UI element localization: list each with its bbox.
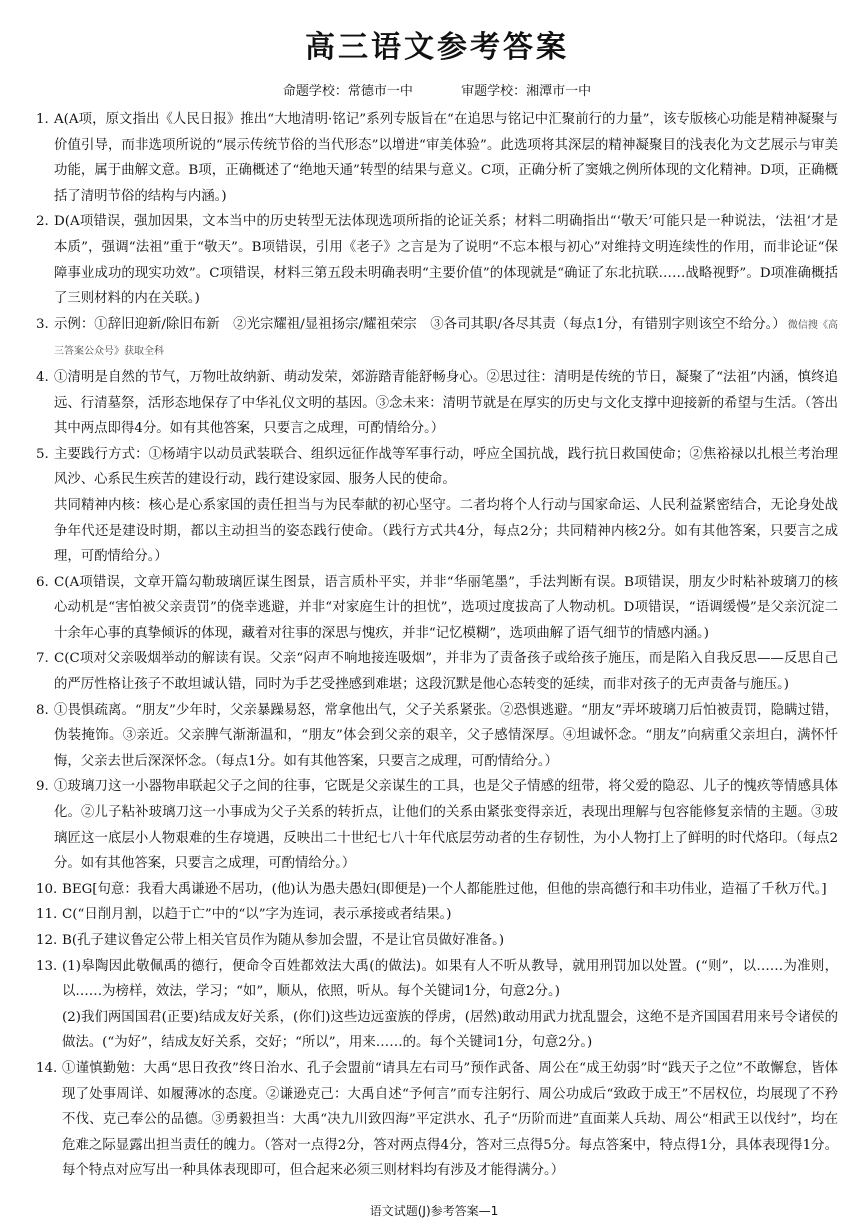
answer-body bbox=[54, 312, 838, 365]
answer-number: 9. bbox=[36, 779, 49, 795]
answer-number: 7. bbox=[36, 651, 49, 667]
answer-item bbox=[36, 209, 838, 311]
answer-paragraph bbox=[62, 877, 827, 903]
answer-text: 示例：①辞旧迎新/除旧布新 ②光宗耀祖/显祖扬宗/耀祖荣宗 ③各司其职/各尽其责（每点1分，有错别字则该空不给分。） bbox=[54, 316, 786, 332]
answer-paragraph bbox=[62, 902, 452, 928]
answer-text: (1)皋陶因此敬佩禹的德行，便命令百姓都效法大禹(的做法)。如果有人不听从教导，就用刑罚加以处置。(“则”，以……为准则，以……为榜样，效法，学习；“如”，顺从，依照，听从。每个关键词1分，句意2分。) bbox=[62, 958, 838, 1000]
answer-paragraph bbox=[62, 1005, 838, 1056]
answer-body bbox=[54, 442, 838, 570]
answer-body bbox=[54, 570, 838, 647]
answer-paragraph bbox=[62, 928, 504, 954]
answer-text: C(“日削月割，以趋于亡”中的“以”字为连词，表示承接或者结果。) bbox=[62, 907, 452, 923]
answer-body bbox=[62, 928, 504, 954]
answer-number: 4. bbox=[36, 369, 49, 385]
answer-body bbox=[62, 1056, 838, 1184]
answer-item bbox=[36, 877, 838, 903]
answer-paragraph bbox=[54, 442, 838, 493]
answer-number: 10. bbox=[36, 881, 58, 897]
answer-paragraph bbox=[54, 570, 838, 647]
answer-number: 11. bbox=[36, 907, 58, 923]
answer-number: 5. bbox=[36, 446, 49, 462]
answer-paragraph bbox=[62, 954, 838, 1005]
answer-number: 8. bbox=[36, 702, 49, 718]
answer-number: 6. bbox=[36, 574, 49, 590]
answer-body bbox=[54, 646, 838, 697]
answer-body bbox=[54, 107, 838, 209]
answer-number: 14. bbox=[36, 1060, 58, 1076]
answer-item bbox=[36, 442, 838, 570]
answer-item bbox=[36, 312, 838, 365]
answer-item bbox=[36, 902, 838, 928]
answer-paragraph bbox=[54, 209, 838, 311]
answer-number: 1. bbox=[36, 112, 49, 127]
answer-number: 2. bbox=[36, 214, 49, 230]
answer-item bbox=[36, 954, 838, 1056]
proposer-school: 命题学校：常德市一中 bbox=[282, 84, 413, 99]
answer-body bbox=[54, 774, 838, 876]
school-info bbox=[36, 80, 838, 99]
answer-paragraph bbox=[54, 365, 838, 442]
answer-text: A(A项，原文指出《人民日报》推出“大地清明·铭记”系列专版旨在“在追思与铭记中汇聚前行的力量”，该专版核心功能是精神凝聚与价值引导，而非选项所说的“展示传统节俗的当代形态”以增进“审美体验”。此选项将其深层的精神凝聚目的浅表化为文艺展示与审美功能，属于曲解文意。B项，正确概述了“绝地天通”转型的结果与意义。C项，正确分析了窦娥之例所体现的文化精神。D项，正确概括了清明节俗的结构与内涵。) bbox=[54, 112, 838, 204]
answer-paragraph bbox=[54, 646, 838, 697]
answer-text: BEG[句意：我看大禹谦逊不居功，(他)认为愚夫愚妇(即便是)一个人都能胜过他，但他的崇高德行和丰功伟业，造福了千秋万代。] bbox=[62, 881, 827, 897]
answer-text: B(孔子建议鲁定公带上相关官员作为随从参加会盟，不是让官员做好准备。) bbox=[62, 933, 505, 948]
answer-item bbox=[36, 646, 838, 697]
answer-paragraph bbox=[54, 107, 838, 209]
answer-body bbox=[54, 698, 838, 775]
answer-paragraph bbox=[62, 1056, 838, 1184]
page-title: 高三语文参考答案 bbox=[305, 30, 569, 65]
answer-number: 13. bbox=[36, 958, 58, 974]
answer-body bbox=[62, 954, 838, 1056]
answer-paragraph bbox=[54, 698, 838, 775]
answer-item bbox=[36, 1056, 838, 1184]
answer-list bbox=[36, 107, 838, 1184]
reviewer-school: 审题学校：湘潭市一中 bbox=[461, 84, 592, 99]
answer-body bbox=[62, 877, 827, 903]
answer-text: ①畏惧疏离。“朋友”少年时，父亲暴躁易怒，常拿他出气，父子关系紧张。②恐惧逃避。“朋友”弄坏玻璃刀后怕被责罚，隐瞒过错，伪装掩饰。③亲近。父亲脾气渐渐温和，“朋友”体会到父亲的艰辛，父子感情深厚。④坦诚怀念。“朋友”向病重父亲坦白，满怀忏悔，父亲去世后深深怀念。（每点1分。如有其他答案，只要言之成理，可酌情给分。） bbox=[54, 702, 838, 769]
answer-text: C(A项错误，文章开篇勾勒玻璃匠谋生图景，语言质朴平实，并非“华丽笔墨”，手法判断有误。B项错误，朋友少时粘补玻璃刀的核心动机是“害怕被父亲责罚”的侥幸逃避，并非“对家庭生计的担忧”，选项过度拔高了人物动机。D项错误，“语调缓慢”是父亲沉淀二十余年心事的真挚倾诉的体现，藏着对往事的深思与愧疚，并非“记忆模糊”，选项曲解了语气细节的情感内涵。) bbox=[54, 574, 838, 641]
answer-paragraph bbox=[54, 774, 838, 876]
page-footer: 语文试题(J)参考答案—1 bbox=[369, 1204, 499, 1218]
answer-paragraph bbox=[54, 312, 838, 365]
watermark-note: 微信搜《高三答案公众号》获取全科 bbox=[54, 319, 838, 358]
answer-text: (2)我们两国国君(正要)结成友好关系，(你们)这些边远蛮族的俘虏，(居然)敢动用武力扰乱盟会，这绝不是齐国国君用来号令诸侯的做法。(“为好”，结成友好关系，交好；“所以”，用来……的。每个关键词1分，句意2分。) bbox=[62, 1009, 838, 1051]
answer-item bbox=[36, 365, 838, 442]
answer-item bbox=[36, 698, 838, 775]
answer-number: 12. bbox=[36, 933, 58, 948]
answer-text: ①玻璃刀这一小器物串联起父子之间的往事，它既是父亲谋生的工具，也是父子情感的纽带，将父爱的隐忍、儿子的愧疚等情感具体化。②儿子粘补玻璃刀这一小事成为父子关系的转折点，让他们的关系由紧张变得亲近，表现出理解与包容能修复亲情的主题。③玻璃匠这一底层小人物艰难的生存境遇，反映出二十世纪七八十年代底层劳动者的生存韧性，为小人物打上了鲜明的时代烙印。（每点2分。如有其他答案，只要言之成理，可酌情给分。） bbox=[54, 779, 838, 872]
answer-number: 3. bbox=[36, 316, 49, 332]
answer-text: 共同精神内核：核心是心系家国的责任担当与为民奉献的初心坚守。二者均将个人行动与国家命运、人民利益紧密结合，无论身处战争年代还是建设时期，都以主动担当的姿态践行使命。（践行方式共4分，每点2分；共同精神内核2分。如有其他答案，只要言之成理，可酌情给分。） bbox=[54, 497, 838, 565]
answer-item bbox=[36, 774, 838, 876]
answer-text: D(A项错误，强加因果，文本当中的历史转型无法体现选项所指的论证关系；材料二明确指出“‘敬天’可能只是一种说法，‘法祖’才是本质”，强调“法祖”重于“敬天”。B项错误，引用《老子》之言是为了说明“不忘本根与初心”对维持文明连续性的作用，而非论证“保障事业成功的现实功效”。C项错误，材料三第五段未明确表明“主要价值”的体现就是“确证了东北抗联……战略视野”。D项准确概括了三则材料的内在关联。) bbox=[54, 214, 838, 307]
answer-text: C(C项对父亲吸烟举动的解读有误。父亲“闷声不响地接连吸烟”，并非为了责备孩子或给孩子施压，而是陷入自我反思——反思自己的严厉性格让孩子不敢坦诚认错，同时为手艺受挫感到难堪；这段沉默是他心态转变的延续，而非对孩子的无声责备与施压。) bbox=[54, 651, 838, 693]
answer-body bbox=[54, 209, 838, 311]
answer-text: ①谨慎勤勉：大禹“思日孜孜”终日治水、孔子会盟前“请具左右司马”预作武备、周公在“成王幼弱”时“践天子之位”不敢懈怠，皆体现了处事周详、如履薄冰的态度。②谦逊克己：大禹自述“予何言”而专注躬行、周公功成后“致政于成王”不居权位，均展现了不矜不伐、克己奉公的品德。③勇毅担当：大禹“决九川致四海”平定洪水、孔子“历阶而进”直面莱人兵劫、周公“相武王以伐纣”，均在危难之际显露出担当责任的魄力。（答对一点得2分，答对两点得4分，答对三点得5分。每点答案中，特点得1分，具体表现得1分。每个特点对应写出一种具体表现即可，但合起来必须三则材料均有涉及才能得满分。） bbox=[62, 1060, 838, 1179]
answer-item bbox=[36, 570, 838, 647]
answer-item bbox=[36, 928, 838, 954]
answer-item bbox=[36, 107, 838, 209]
answer-text: ①清明是自然的节气，万物吐故纳新、萌动发荣，郊游踏青能舒畅身心。②思过往：清明是传统的节日，凝聚了“法祖”内涵，慎终追远、行清墓祭，活形态地保存了中华礼仪文明的基因。③念未来：清明节就是在厚实的历史与文化支撑中迎接新的希望与生活。（答出其中两点即得4分。如有其他答案，只要言之成理，可酌情给分。） bbox=[54, 369, 838, 437]
answer-text: 主要践行方式：①杨靖宇以动员武装联合、组织远征作战等军事行动，呼应全国抗战，践行抗日救国使命；②焦裕禄以扎根兰考治理风沙、心系民生疾苦的建设行动，践行建设家园、服务人民的使命。 bbox=[54, 446, 838, 488]
answer-paragraph bbox=[54, 493, 838, 570]
answer-body bbox=[62, 902, 452, 928]
answer-body bbox=[54, 365, 838, 442]
